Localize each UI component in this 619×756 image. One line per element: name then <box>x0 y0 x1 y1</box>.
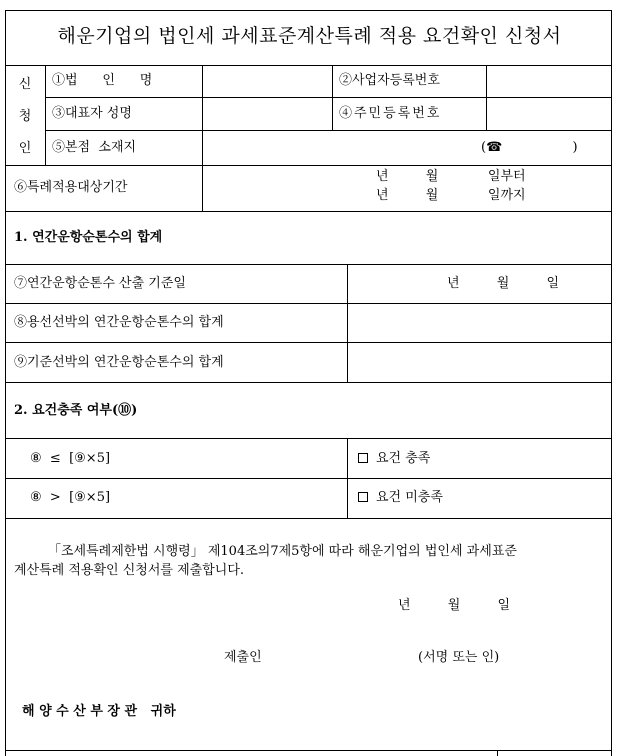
divider-section2-end <box>5 518 612 519</box>
period-label: ⑥특례적용대상기간 <box>14 180 128 195</box>
requirement-unmet-option[interactable] <box>358 490 443 506</box>
divider-section1-row2 <box>5 342 612 343</box>
period-to: 년 월 일까지 <box>376 188 526 203</box>
requirement-met-label: 요건 충족 <box>376 451 431 466</box>
divider-section2-col <box>347 438 348 518</box>
rep-name-label: ③대표자 성명 <box>52 106 132 121</box>
divider-bottom-col <box>497 750 498 756</box>
form-title: 해운기업의 법인세 과세표준계산특례 적용 요건확인 신청서 <box>57 25 562 47</box>
applicant-label-1: 신 <box>18 77 32 92</box>
requirement-met-formula: ⑧ ≤ [⑨×5] <box>30 451 111 466</box>
divider-section2-heading <box>5 438 612 439</box>
reg-no-field[interactable] <box>490 68 608 95</box>
requirement-met-option[interactable] <box>358 451 430 467</box>
recipient: 해 양 수 산 부 장 관 귀하 <box>22 704 176 719</box>
period-from: 년 월 일부터 <box>376 169 526 184</box>
declaration-date: 년 월 일 <box>398 598 511 613</box>
section2-heading: 2. 요건충족 여부(⑩) <box>14 403 138 418</box>
requirement-met-checkbox[interactable] <box>358 453 368 463</box>
divider-applicant-side <box>45 65 46 166</box>
resident-no-label: ④주민등록번호 <box>339 106 442 121</box>
corp-name-label: ①법 인 명 <box>52 73 153 88</box>
standard-total-label: ⑨기준선박의 연간운항순톤수의 합계 <box>14 355 224 370</box>
divider-applicant-row1 <box>45 97 612 98</box>
requirement-unmet-checkbox[interactable] <box>358 492 368 502</box>
divider-mid-col <box>332 65 333 131</box>
phone-mark: (☎ ) <box>481 140 578 155</box>
submitter-label: 제출인 <box>224 650 262 665</box>
base-date-value: 년 월 일 <box>447 276 560 291</box>
rep-name-field[interactable] <box>206 100 330 128</box>
divider-section1-end <box>5 382 612 383</box>
applicant-label-2: 청 <box>18 109 32 124</box>
section1-heading: 1. 연간운항순톤수의 합계 <box>14 230 163 245</box>
declaration-line-2: 계산특례 적용확인 신청서를 제출합니다. <box>14 563 245 578</box>
divider-section2-row1 <box>5 478 612 479</box>
divider-applicant-row2 <box>45 130 612 131</box>
divider-period-end <box>5 211 612 212</box>
reg-no-label: ②사업자등록번호 <box>339 73 440 88</box>
standard-total-field[interactable] <box>351 345 607 379</box>
base-date-label: ⑦연간운항순톤수 산출 기준일 <box>14 276 186 291</box>
corp-name-field[interactable] <box>206 68 330 95</box>
divider-section1-col <box>347 264 348 382</box>
requirement-unmet-label: 요건 미충족 <box>376 490 443 505</box>
declaration-line-1: 「조세특례제한법 시행령」 제104조의7제5항에 따라 해운기업의 법인세 과세표준 <box>48 544 517 559</box>
divider-right-col <box>486 65 487 131</box>
requirement-unmet-formula: ⑧ > [⑨×5] <box>30 490 111 505</box>
divider-bottom-attachment <box>5 750 612 751</box>
chartered-total-label: ⑧용선선박의 연간운항순톤수의 합계 <box>14 315 224 330</box>
signature-label: (서명 또는 인) <box>418 650 500 665</box>
hq-address-label: ⑤본점 소재지 <box>52 140 137 155</box>
chartered-total-field[interactable] <box>351 306 607 340</box>
divider-section1-heading <box>5 264 612 265</box>
divider-applicant-end <box>5 165 612 166</box>
applicant-label-3: 인 <box>18 141 32 156</box>
divider-section1-row1 <box>5 303 612 304</box>
resident-no-field[interactable] <box>490 100 608 128</box>
divider-label-col <box>202 65 203 211</box>
divider-title <box>5 65 612 66</box>
